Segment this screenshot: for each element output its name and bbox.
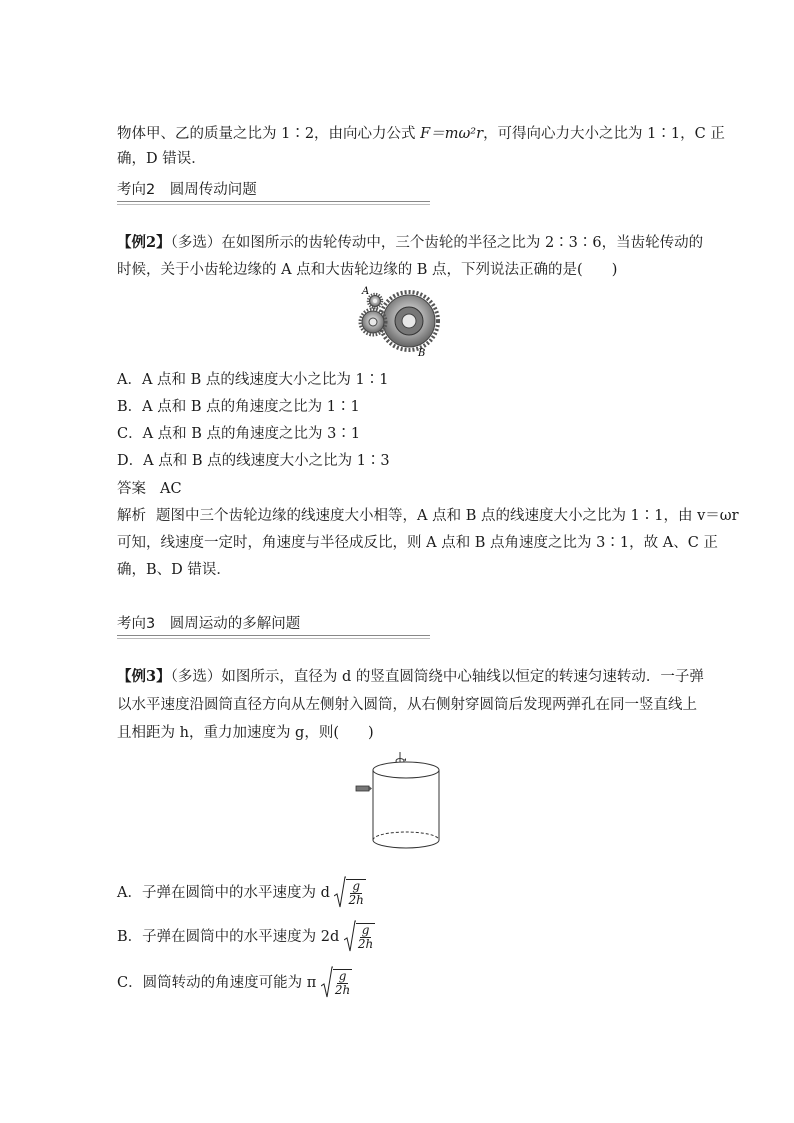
sqrt-sign-icon bbox=[344, 920, 356, 954]
section-title: 考向2 圆周传动问题 bbox=[117, 182, 257, 198]
intro-text-a: 物体甲、乙的质量之比为 1∶2，由向心力公式 bbox=[117, 126, 421, 142]
example2-option-b: B．A 点和 B 点的角速度之比为 1∶1 bbox=[117, 399, 360, 415]
example2-line-1: 【例2】（多选）在如图所示的齿轮传动中，三个齿轮的半径之比为 2∶3∶6，当齿轮传动的 bbox=[117, 234, 704, 251]
example3-line-2: 以水平速度沿圆筒直径方向从左侧射入圆筒，从右侧射穿圆筒后发现两弹孔在同一竖直线上 bbox=[117, 697, 697, 713]
fraction-g-2h: $\frac{g}{2h}$ bbox=[348, 879, 364, 907]
section-heading-3 bbox=[117, 614, 430, 634]
analysis-label: 解析 bbox=[117, 508, 146, 524]
fraction-g-2h: $\frac{g}{2h}$ bbox=[357, 923, 374, 951]
section-rule-light bbox=[117, 638, 430, 639]
gear-figure bbox=[356, 284, 442, 358]
point-a-label: A bbox=[362, 286, 370, 297]
section-rule bbox=[117, 201, 430, 202]
example2-line-2: 时候，关于小齿轮边缘的 A 点和大齿轮边缘的 B 点，下列说法正确的是( ) bbox=[117, 262, 618, 278]
answer-value: AC bbox=[160, 481, 182, 497]
example3-line-1: 【例3】（多选）如图所示，直径为 d 的竖直圆筒绕中心轴线以恒定的转速匀速转动．一子弹 bbox=[117, 668, 704, 685]
medium-gear-icon bbox=[360, 309, 386, 335]
section-rule bbox=[117, 635, 430, 636]
fraction-g-2h: $\frac{g}{2h}$ bbox=[334, 969, 351, 997]
intro-text-b: ，可得向心力大小之比为 1∶1，C 正 bbox=[483, 126, 725, 142]
point-b-label: B bbox=[418, 348, 426, 358]
example2-option-a: A．A 点和 B 点的线速度大小之比为 1∶1 bbox=[117, 372, 389, 388]
bullet-icon bbox=[356, 786, 372, 791]
analysis-line-1: 解析 题图中三个齿轮边缘的线速度大小相等，A 点和 B 点的线速度大小之比为 1∶1，由 v＝ωr bbox=[117, 508, 739, 524]
example3-option-a: A．子弹在圆筒中的水平速度为 d $\frac{g}{2h}$ bbox=[117, 876, 366, 910]
example3-option-b: B．子弹在圆筒中的水平速度为 2d $\frac{g}{2h}$ bbox=[117, 920, 375, 954]
sqrt-sign-icon bbox=[334, 876, 346, 910]
answer-label: 答案 bbox=[117, 481, 146, 497]
sqrt-sign-icon bbox=[321, 966, 333, 1000]
section-rule-light bbox=[117, 204, 430, 205]
intro-line-2: 确，D 错误． bbox=[117, 151, 206, 167]
intro-line-1 bbox=[117, 124, 725, 144]
large-gear-icon bbox=[380, 292, 438, 350]
example-tag: 【例2】 bbox=[117, 234, 171, 251]
answer-line bbox=[117, 479, 182, 499]
section-title: 考向3 圆周运动的多解问题 bbox=[117, 616, 301, 632]
cylinder-figure bbox=[352, 750, 444, 860]
centripetal-formula: F＝mω²r bbox=[420, 126, 484, 142]
example2-option-c: C．A 点和 B 点的角速度之比为 3∶1 bbox=[117, 426, 361, 442]
cylinder-icon bbox=[373, 762, 439, 848]
example3-option-c: C．圆筒转动的角速度可能为 π $\frac{g}{2h}$ bbox=[117, 966, 352, 1000]
example-tag: 【例3】 bbox=[117, 668, 171, 685]
small-gear-icon bbox=[368, 294, 382, 308]
analysis-line-2: 可知，线速度一定时，角速度与半径成反比，则 A 点和 B 点角速度之比为 3∶1，故 A、C 正 bbox=[117, 535, 718, 551]
section-heading-2 bbox=[117, 180, 430, 200]
analysis-line-3: 确，B、D 错误． bbox=[117, 562, 231, 578]
example3-line-3: 且相距为 h，重力加速度为 g，则( ) bbox=[117, 725, 374, 741]
example2-option-d: D．A 点和 B 点的线速度大小之比为 1∶3 bbox=[117, 453, 390, 469]
